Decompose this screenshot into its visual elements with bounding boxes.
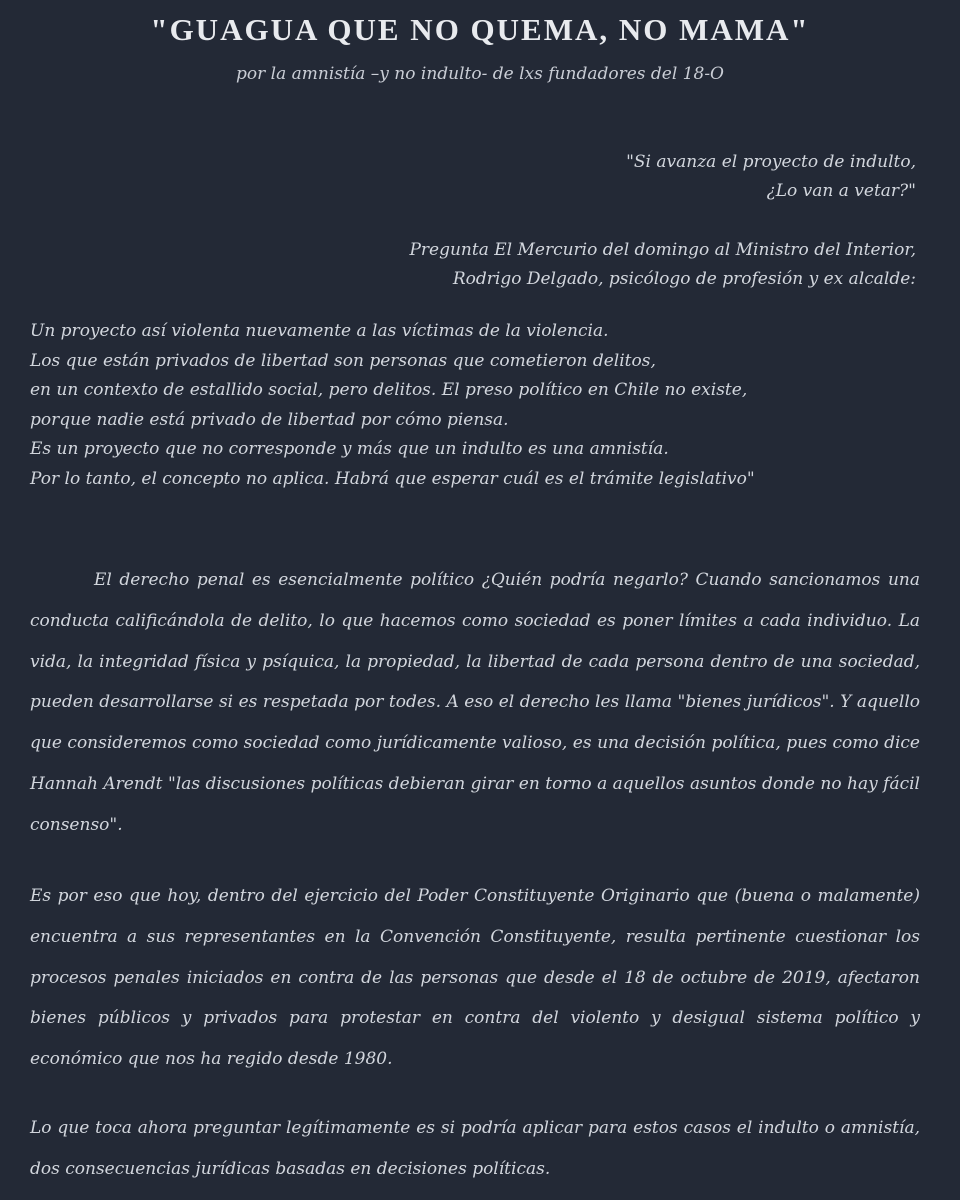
body-paragraph: El derecho penal es esencialmente político ¿Quién podría negarlo? Cuando sancionamos una conducta calificándola de delito, lo que hacemos como sociedad es poner límites a cada individuo. La vida, la integridad física y psíquica, la propiedad, la libertad de cada persona dentro de una sociedad, pueden desarrollarse si es respetada por todes. A eso el derecho les llama "bienes jurídicos". Y aquello que consideremos como sociedad como jurídicamente valioso, es una decisión política, pues como dice Hannah Arendt "las discusiones políticas debieran girar en torno a aquellos asuntos donde no hay fácil consenso". bbox=[30, 570, 920, 835]
attribution-line: Rodrigo Delgado, psicólogo de profesión y ex alcalde: bbox=[452, 269, 916, 289]
body-paragraph: Lo que toca ahora preguntar legítimamente es si podría aplicar para estos casos el indulto o amnistía, dos consecuencias jurídicas basadas en decisiones políticas. bbox=[30, 1118, 920, 1179]
answer-line: porque nadie está privado de libertad por cómo piensa. bbox=[30, 409, 509, 430]
page-title: "GUAGUA QUE NO QUEMA, NO MAMA" bbox=[150, 12, 810, 47]
answer-line: Es un proyecto que no corresponde y más que un indulto es una amnistía. bbox=[30, 439, 669, 459]
body-paragraph: Es por eso que hoy, dentro del ejercicio del Poder Constituyente Originario que (buena o malamente) encuentra a sus representantes en la Convención Constituyente, resulta pertinente cuestionar los procesos penales iniciados en contra de las personas que desde el 18 de octubre de 2019, afectaron bienes públicos y privados para protestar en contra del violento y desigual sistema político y económico que nos ha regido desde 1980. bbox=[30, 886, 920, 1070]
question-line: ¿Lo van a vetar?" bbox=[766, 181, 916, 201]
page-subtitle: por la amnistía –y no indulto- de lxs fundadores del 18-O bbox=[236, 64, 724, 84]
answer-line: Por lo tanto, el concepto no aplica. Habrá que esperar cuál es el trámite legislativo" bbox=[30, 468, 755, 489]
answer-line: en un contexto de estallido social, pero delitos. El preso político en Chile no existe, bbox=[30, 380, 748, 400]
answer-line: Los que están privados de libertad son personas que cometieron delitos, bbox=[30, 350, 656, 371]
question-attribution bbox=[409, 236, 916, 294]
interview-question bbox=[626, 148, 916, 206]
attribution-line: Pregunta El Mercurio del domingo al Ministro del Interior, bbox=[409, 240, 916, 260]
question-line: "Si avanza el proyecto de indulto, bbox=[626, 152, 916, 172]
minister-answer-quote bbox=[30, 317, 930, 494]
answer-line: Un proyecto así violenta nuevamente a las víctimas de la violencia. bbox=[30, 321, 609, 341]
